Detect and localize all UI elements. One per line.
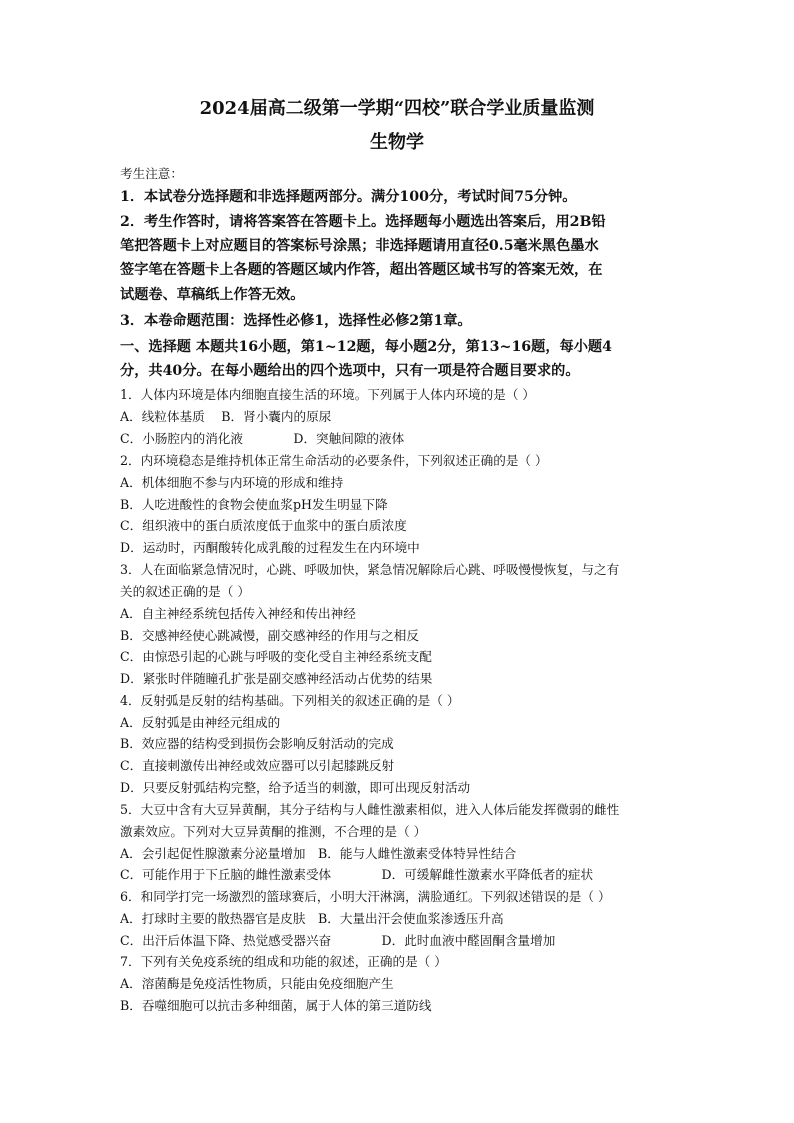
notice-line: 1．本试卷分选择题和非选择题两部分。满分100分，考试时间75分钟。 [120,189,577,205]
subject-title: 生物学 [370,132,424,153]
notice-line: 试题卷、草稿纸上作答无效。 [120,287,305,303]
question-option: B．吞噬细胞可以抗击多种细菌，属于人体的第三道防线 [120,998,432,1013]
notice-line: 签字笔在答题卡上各题的答题区域内作答，超出答题区域书写的答案无效，在 [120,262,603,278]
question-option: C．可能作用于下丘脑的雌性激素受体 D．可缓解雌性激素水平降低者的症状 [120,867,594,882]
question-stem: 激素效应。下列对大豆异黄酮的推测，不合理的是（ ） [120,824,427,839]
question-option: B．人吃进酸性的食物会使血浆pH发生明显下降 [120,497,388,512]
question-option: B．效应器的结构受到损伤会影响反射活动的完成 [120,736,394,751]
notice-heading: 考生注意： [120,166,183,181]
notice-line: 3．本卷命题范围：选择性必修1，选择性必修2第1章。 [120,313,472,329]
question-stem: 6．和同学打完一场激烈的篮球赛后，小明大汗淋漓，满脸通红。下列叙述错误的是（ ） [120,889,611,904]
question-option: C．直接刺激传出神经或效应器可以引起膝跳反射 [120,758,395,773]
question-stem: 7．下列有关免疫系统的组成和功能的叙述，正确的是（ ） [120,954,447,969]
section-heading: 分，共40分。在每小题给出的四个选项中，只有一项是符合题目要求的。 [120,363,580,379]
question-stem: 3．人在面临紧急情况时，心跳、呼吸加快，紧急情况解除后心跳、呼吸慢慢恢复，与之有 [120,562,620,577]
exam-title: 2024届高二级第一学期“四校”联合学业质量监测 [199,98,595,119]
question-option: A．线粒体基质 B．肾小囊内的原尿 [120,409,332,424]
question-option: D．运动时，丙酮酸转化成乳酸的过程发生在内环境中 [120,540,420,555]
question-option: A．机体细胞不参与内环境的形成和维持 [120,475,344,490]
question-stem: 4．反射弧是反射的结构基础。下列相关的叙述正确的是（ ） [120,693,460,708]
question-option: A．溶菌酶是免疫活性物质，只能由免疫细胞产生 [120,976,394,991]
question-option: C．小肠腔内的消化液 D．突触间隙的液体 [120,431,405,446]
section-heading: 一、选择题 本题共16小题，第1~12题，每小题2分，第13~16题，每小题4 [120,339,612,355]
question-stem: 5．大豆中含有大豆异黄酮，其分子结构与人雌性激素相似，进入人体后能发挥微弱的雌性 [120,802,620,817]
notice-line: 笔把答题卡上对应题目的答案标号涂黑；非选择题请用直径0.5毫米黑色墨水 [120,238,599,254]
question-option: C．出汗后体温下降、热觉感受器兴奋 D．此时血液中醛固酮含量增加 [120,933,556,948]
question-option: A．会引起促性腺激素分泌量增加 B．能与人雌性激素受体特异性结合 [120,846,517,861]
question-option: D．紧张时伴随瞳孔扩张是副交感神经活动占优势的结果 [120,671,433,686]
question-option: B．交感神经使心跳减慢，副交感神经的作用与之相反 [120,628,419,643]
question-stem: 1．人体内环境是体内细胞直接生活的环境。下列属于人体内环境的是（ ） [120,387,536,402]
notice-line: 2．考生作答时，请将答案答在答题卡上。选择题每小题选出答案后，用2B铅 [120,214,606,230]
question-option: A．反射弧是由神经元组成的 [120,715,281,730]
question-option: C．由惊恐引起的心跳与呼吸的变化受自主神经系统支配 [120,649,432,664]
question-option: D．只要反射弧结构完整，给予适当的刺激，即可出现反射活动 [120,780,471,795]
question-option: C．组织液中的蛋白质浓度低于血浆中的蛋白质浓度 [120,518,407,533]
question-option: A．自主神经系统包括传入神经和传出神经 [120,606,356,621]
question-stem: 关的叙述正确的是（ ） [120,584,250,599]
question-option: A．打球时主要的散热器官是皮肤 B．大量出汗会使血浆渗透压升高 [120,911,504,926]
question-stem: 2．内环境稳态是维持机体正常生命活动的必要条件，下列叙述正确的是（ ） [120,453,548,468]
